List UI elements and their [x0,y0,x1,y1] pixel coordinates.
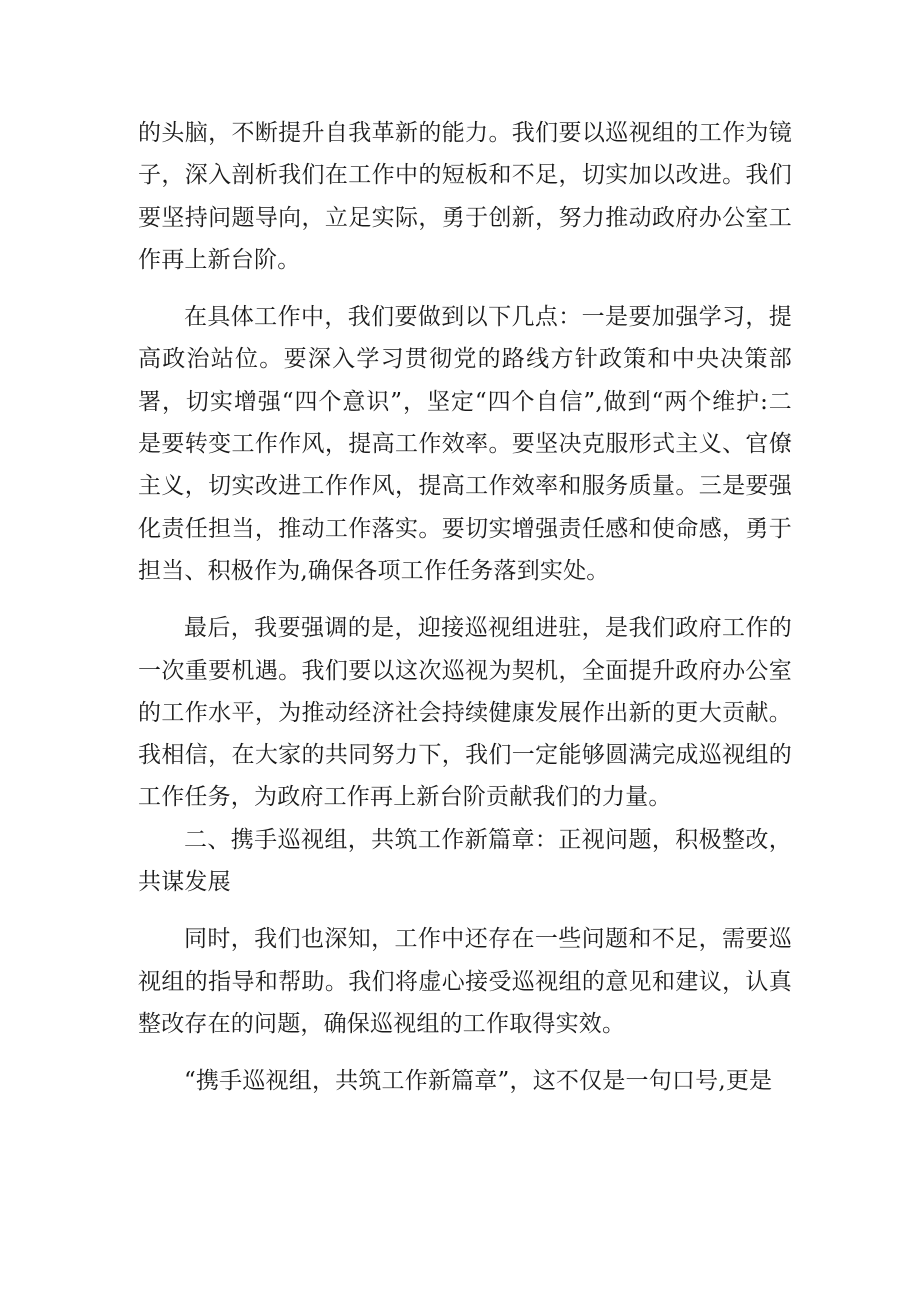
paragraph-slogan: “携手巡视组，共筑工作新篇章”，这不仅是一句口号,更是 [184,1068,773,1095]
section-heading: 二、携手巡视组，共筑工作新篇章：正视问题，积极整改，共谋发展 [138,826,792,896]
paragraph-specific-work: 在具体工作中，我们要做到以下几点：一是要加强学习，提高政治站位。要深入学习贯彻党的路线方针政策和中央决策部署，切实增强“四个意识”，坚定“四个自信”,做到“两个维护:二是要转变工作作风，提高工作效率。要坚决克服形式主义、官僚主义，切实改进工作作风，提高工作效率和服务质量。三是要强化责任担当，推动工作落实。要切实增强责任感和使命感，勇于担当、积极作为,确保各项工作任务落到实处。 [138,304,792,584]
paragraph-continuation: 的头脑，不断提升自我革新的能力。我们要以巡视组的工作为镜子，深入剖析我们在工作中的短板和不足，切实加以改进。我们要坚持问题导向，立足实际，勇于创新，努力推动政府办公室工作再上新台阶。 [138,120,792,273]
document-body [138,112,792,1103]
paragraph-problems: 同时，我们也深知，工作中还存在一些问题和不足，需要巡视组的指导和帮助。我们将虚心接受巡视组的意见和建议，认真整改存在的问题，确保巡视组的工作取得实效。 [138,926,792,1037]
paragraph-conclusion: 最后，我要强调的是，迎接巡视组进驻，是我们政府工作的一次重要机遇。我们要以这次巡视为契机，全面提升政府办公室的工作水平，为推动经济社会持续健康发展作出新的更大贡献。我相信，在大家的共同努力下，我们一定能够圆满完成巡视组的工作任务，为政府工作再上新台阶贡献我们的力量。 [138,615,792,811]
